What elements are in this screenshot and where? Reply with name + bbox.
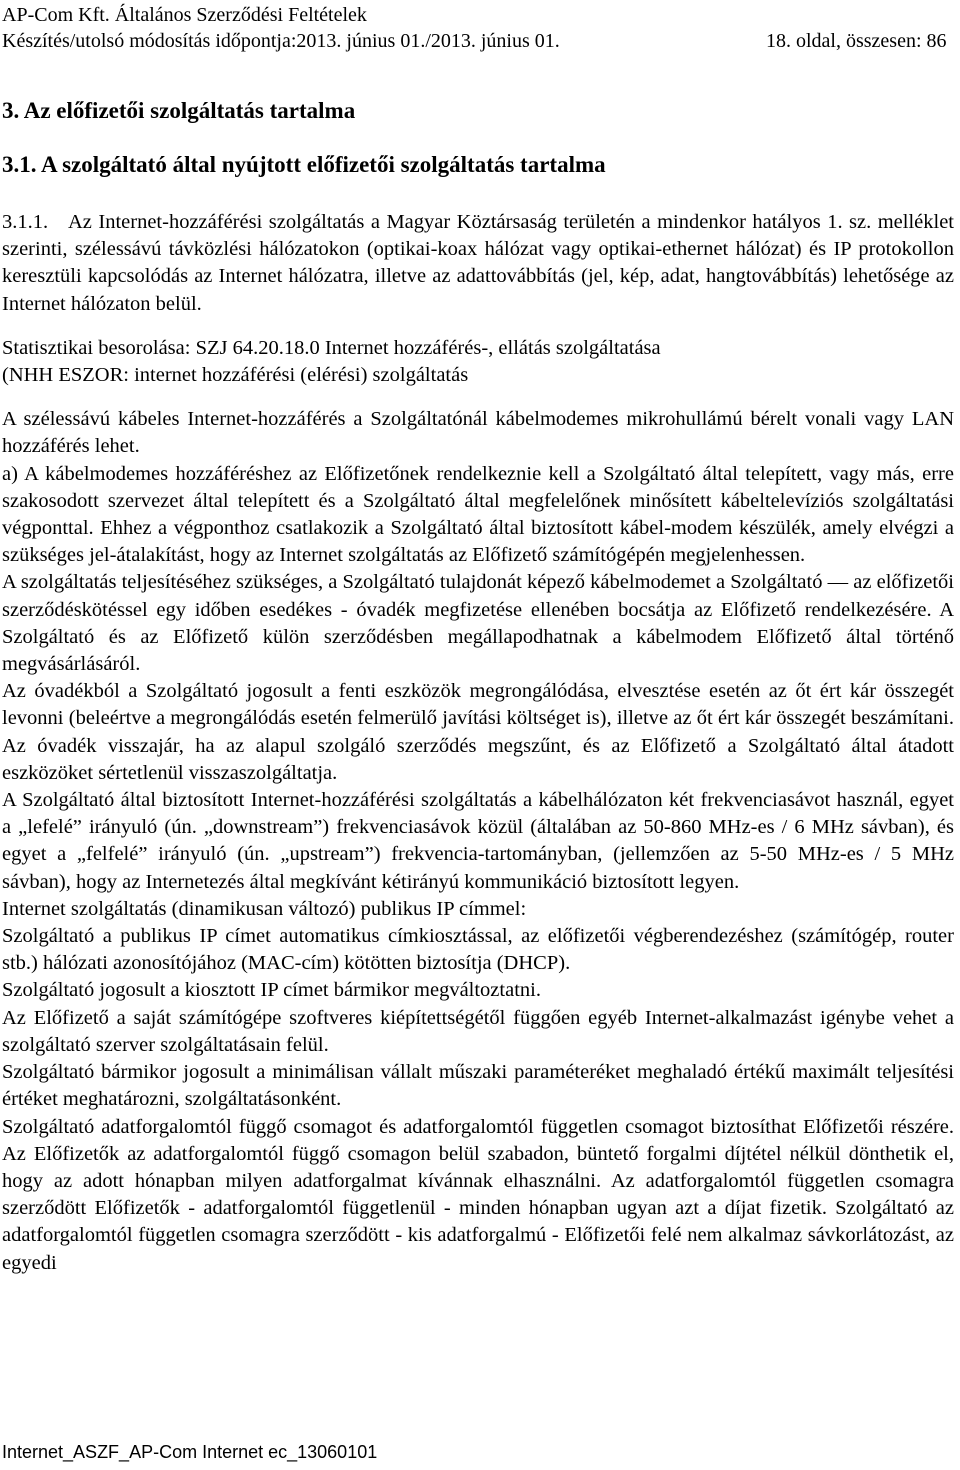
spacer — [2, 389, 954, 406]
paragraph-3-1-1 — [2, 209, 954, 318]
paragraph-text: Az Internet-hozzáférési szolgáltatás a Magyar Köztársaság területén a mindenkor hatályos 1. sz. melléklet szerinti, szélessávú távközlési hálózatokon (optikai-koax hálózat vagy optikai-ethernet hálózat) és IP protokollon keresztüli kapcsolódás az Internet hálózatra, illetve az adattovábbítás (jel, kép, adat, hangtovábbítás) lehetősége az Internet hálózaton belül. — [2, 211, 954, 315]
document-page — [2, 0, 954, 1470]
header-company-title: AP-Com Kft. Általános Szerződési Feltételek — [2, 4, 367, 26]
paragraph-public-ip-heading: Internet szolgáltatás (dinamikusan változó) publikus IP címmel: — [2, 897, 527, 920]
paragraph-max-performance: Szolgáltató bármikor jogosult a minimálisan vállalt műszaki paraméteréket meghaladó értékű maximált teljesítési értéket meghatározni, szolgáltatásonként. — [2, 1061, 954, 1111]
spacer — [2, 318, 954, 335]
paragraph-access-types: A szélessávú kábeles Internet-hozzáférés a Szolgáltatónál kábelmodemes mikrohullámú bérelt vonali vagy LAN hozzáférés lehet. — [2, 408, 954, 458]
header-page-number: 18. oldal, összesen: 86 — [766, 30, 947, 52]
paragraph-traffic-packages: Szolgáltató adatforgalomtól függő csomagot és adatforgalomtól független csomagot biztosíthat Előfizetői részére. Az Előfizetők az adatforgalomtól függő csomagon belül szabadon, büntető forgalmi díjtétel nélkül dönthetik el, hogy az adott hónapban milyen adatforgalmat kívánnak elhasználni. Az adatforgalomtól független csomagra szerződött Előfizetők - adatforgalomtól függetlenül - minden hónapban ugyan azt a díjat fizetik. Szolgáltató az adatforgalomtól független csomagra szerződött - kis adatforgalmú - Előfizetői felé nem alkalmaz sávkorlátozást, az egyedi — [2, 1115, 954, 1274]
paragraph-dhcp: Szolgáltató a publikus IP címet automatikus címkiosztással, az előfizetői végberendezéshez (számítógép, router stb.) hálózati azonosítójához (MAC-cím) kötötten biztosítja (DHCP). — [2, 925, 954, 975]
page-header — [2, 2, 954, 54]
document-body — [2, 209, 954, 1277]
section-title: 3. Az előfizetői szolgáltatás tartalma — [2, 98, 356, 123]
paragraph-number: 3.1.1. — [2, 211, 49, 233]
header-modified-date: Készítés/utolsó módosítás időpontja:2013. június 01./2013. június 01. — [2, 30, 560, 52]
paragraph-frequency-bands: A Szolgáltató által biztosított Internet-hozzáférési szolgáltatás a kábelhálózaton két frekvenciasávot használ, egyet a „lefelé” irányuló (ún. „downstream”) frekvenciasávok közül (általában az 50-860 MHz-es / 6 MHz sávban), és egyet a „felfelé” irányuló (ún. „upstream”) frekvencia-tartományban, (jellemzően az 5-50 MHz-es / 5 MHz sávban), hogy az Internetezés által megkívánt kétirányú kommunikáció biztosított legyen. — [2, 789, 954, 893]
paragraph-deposit-terms: Az óvadékból a Szolgáltató jogosult a fenti eszközök megrongálódása, elvesztése esetén az őt ért kár összegét levonni (beleértve a megrongálódás esetén felmerülő javítási költséget is), illetve az őt ért kár összegét beszámítani. Az óvadék visszajár, ha az alapul szolgáló szerződés megszűnt, és az Előfizető a Szolgáltató által átadott eszközöket sértetlenül visszaszolgáltatja. — [2, 680, 954, 784]
paragraph-modem-deposit: A szolgáltatás teljesítéséhez szükséges, a Szolgáltató tulajdonát képező kábelmodemet a Szolgáltató — az előfizetői szerződéskötéssel egy időben esedékes - óvadék megfizetése ellenében bocsátja az Előfizető rendelkezésére. A Szolgáltató és az Előfizető külön szerződésben megállapodhatnak a kábelmodem Előfizető által történő megvásárlásáról. — [2, 571, 954, 676]
paragraph-other-applications: Az Előfizető a saját számítógépe szoftveres kiépítettségétől függően egyéb Internet-alkalmazást igénybe vehet a szolgáltató szerver szolgáltatásain felül. — [2, 1006, 954, 1056]
paragraph-nhh: (NHH ESZOR: internet hozzáférési (elérési) szolgáltatás — [2, 364, 469, 387]
paragraph-statistics: Statisztikai besorolása: SZJ 64.20.18.0 Internet hozzáférés-, ellátás szolgáltatása — [2, 336, 661, 359]
page-footer: Internet_ASZF_AP-Com Internet ec_13060101 — [2, 1442, 378, 1462]
paragraph-cable-modem: a) A kábelmodemes hozzáféréshez az Előfizetőnek rendelkeznie kell a Szolgáltató által telepített, vagy más, erre szakosodott szervezet által telepített és a Szolgáltató által megfelelőnek minősített kábeltelevíziós szolgáltatási végponttal. Ehhez a végponthoz csatlakozik a Szolgáltató által biztosított kábel-modem készülék, amely elvégzi a szükséges jel-átalakítást, hogy az Internet szolgáltatás az Előfizető számítógépén megjelenhessen. — [2, 462, 954, 567]
paragraph-ip-change: Szolgáltató jogosult a kiosztott IP címet bármikor megváltoztatni. — [2, 979, 541, 1002]
subsection-title: 3.1. A szolgáltató által nyújtott előfizetői szolgáltatás tartalma — [2, 152, 606, 177]
header-info-row — [2, 28, 954, 54]
